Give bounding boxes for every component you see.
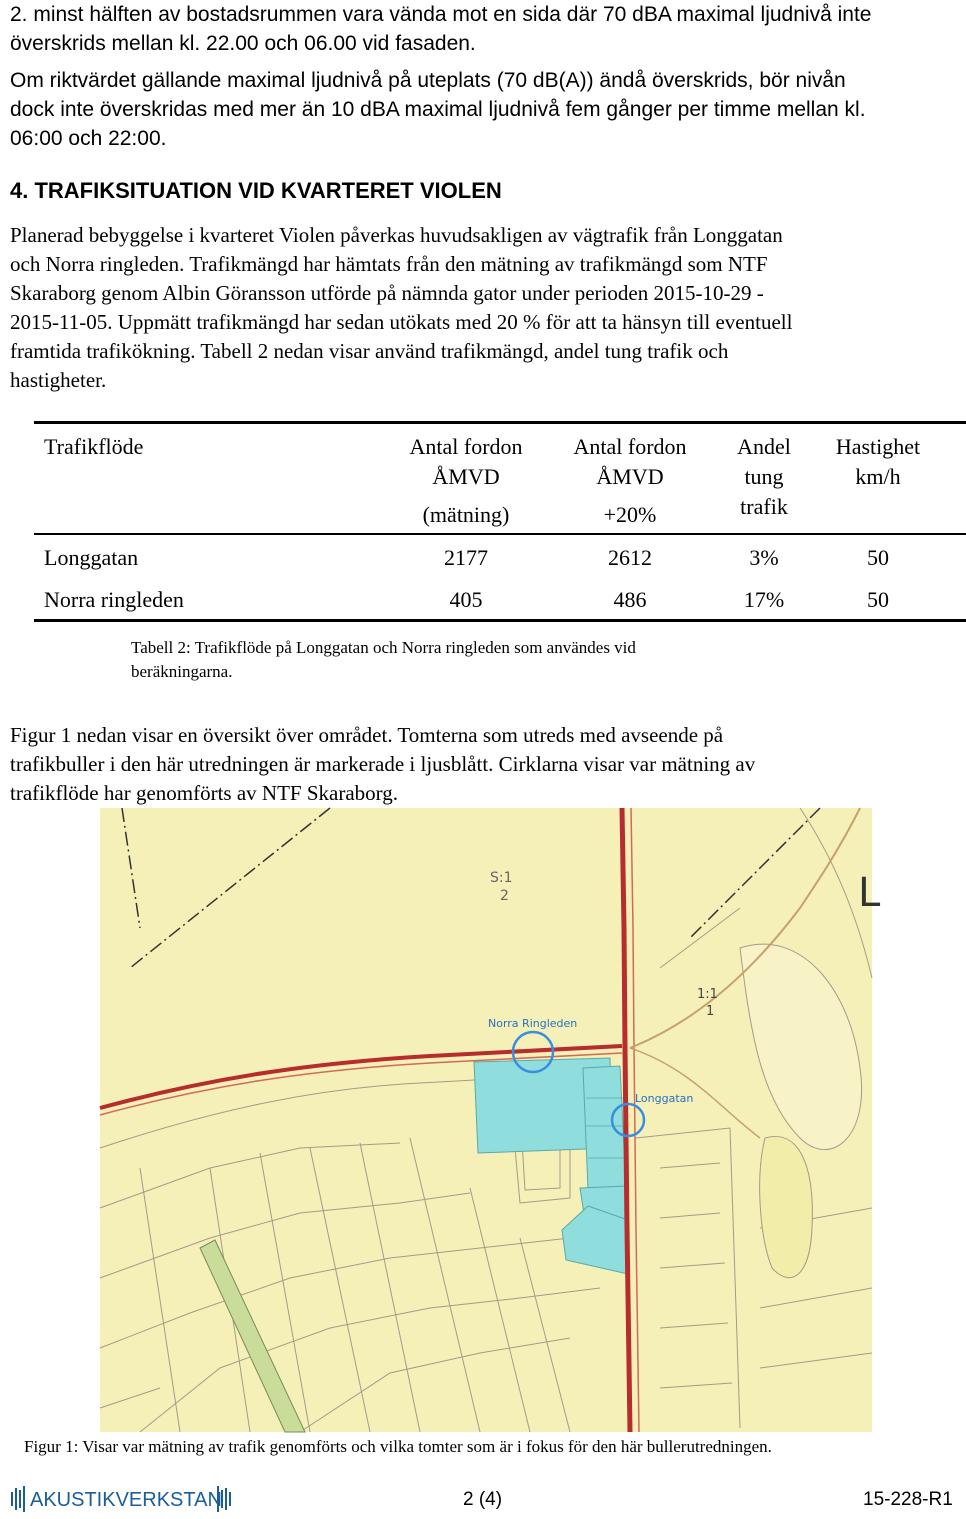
intro-line: dock inte överskridas med mer än 10 dBA maximal ljudnivå fem gånger per timme mellan kl.: [10, 98, 866, 121]
paragraph-line: och Norra ringleden. Trafikmängd har hämtats från den mätning av trafikmängd som NTF: [10, 252, 768, 276]
section-heading: 4. TRAFIKSITUATION VID KVARTERET VIOLEN: [10, 178, 502, 203]
label-1: 1: [706, 1004, 715, 1019]
map-svg: [100, 808, 881, 1432]
table-cell-heavy: 3%: [749, 545, 779, 570]
paragraph-line: Planerad bebyggelse i kvarteret Violen påverkas huvudsakligen av vägtrafik från Longgatan: [10, 223, 783, 247]
intro-line: 2. minst hälften av bostadsrummen vara vända mot en sida där 70 dBA maximal ljudnivå inte: [10, 3, 872, 26]
header-speed: Hastighet km/h: [835, 434, 921, 489]
table-caption: Tabell 2: Trafikflöde på Longgatan och Norra ringleden som användes vid beräkningarna.: [131, 638, 636, 681]
label-norra-ringleden: Norra Ringleden: [488, 1017, 578, 1030]
table-cell-plus20: 2612: [608, 545, 652, 570]
site-map: [100, 808, 881, 1432]
header-flow: Trafikflöde: [44, 434, 144, 459]
paragraph-line: 2015-11-05. Uppmätt trafikmängd har sedan utökats med 20 % för att ta hänsyn till eventuell: [10, 310, 793, 334]
table-cell-speed: 50: [867, 545, 889, 570]
table-cell-heavy: 17%: [743, 587, 785, 612]
paragraph-line: framtida trafikökning. Tabell 2 nedan visar använd trafikmängd, andel tung trafik och: [10, 339, 729, 363]
table-cell-measured: 2177: [444, 545, 488, 570]
label-11: 1:1: [697, 987, 718, 1002]
intro-text: [10, 0, 871, 58]
logo-text: AKUSTIKVERKSTAN: [30, 1489, 222, 1511]
intro-line: Om riktvärdet gällande maximal ljudnivå på uteplats (70 dB(A)) ändå överskrids, bör nivån: [10, 69, 846, 92]
label-big-l: L: [858, 870, 881, 916]
logo-bars-left: [12, 1486, 24, 1512]
table-top-rule: [34, 421, 966, 424]
paragraph-line: Skaraborg genom Albin Göransson utförde på nämnda gator under perioden 2015-10-29 -: [10, 281, 764, 305]
intro-line: 06:00 och 22:00.: [10, 127, 167, 150]
table-cell-plus20: 486: [613, 587, 647, 612]
label-s2: 2: [500, 888, 509, 904]
page-number: 2 (4): [463, 1489, 503, 1510]
document-id: 15-228-R1: [863, 1489, 953, 1510]
table-cell-flow: Longgatan: [44, 545, 139, 570]
header-measured: Antal fordon ÅMVD (mätning): [409, 434, 523, 527]
paragraph-line: hastigheter.: [10, 368, 107, 392]
figure-intro: Figur 1 nedan visar en översikt över området. Tomterna som utreds med avseende på trafikbuller i den här utredningen är markerade i ljusblått. Cirklarna visar var mätning av trafikflöde har genomförts av NTF Skaraborg.: [10, 723, 756, 805]
footer-logo: [10, 1484, 240, 1514]
intro-text-2: [10, 66, 866, 153]
label-s1: S:1: [490, 870, 513, 886]
table-header-rule: [34, 533, 966, 535]
table-bottom-rule: [34, 619, 966, 622]
intro-line: överskrids mellan kl. 22.00 och 06.00 vid fasaden.: [10, 32, 476, 55]
header-heavy: Andel tung trafik: [737, 434, 791, 519]
logo-svg: [10, 1484, 240, 1514]
table-cell-speed: 50: [867, 587, 889, 612]
header-plus20: Antal fordon ÅMVD +20%: [573, 434, 687, 527]
table-cell-flow: Norra ringleden: [44, 587, 184, 612]
label-longgatan: Longgatan: [635, 1092, 694, 1105]
section-paragraph: [10, 221, 792, 395]
figure-caption: Figur 1: Visar var mätning av trafik genomförts och vilka tomter som är i fokus för den här bullerutredningen.: [24, 1437, 772, 1456]
table-cell-measured: 405: [449, 587, 483, 612]
